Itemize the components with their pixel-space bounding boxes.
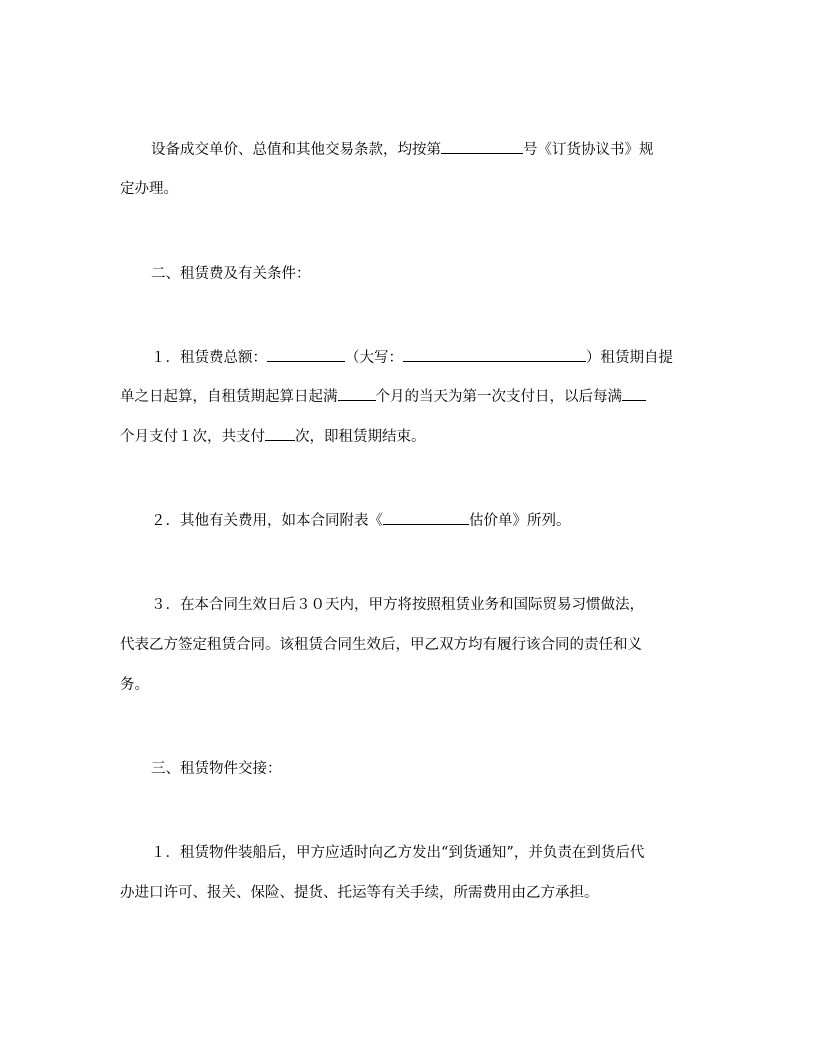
paragraph-line: [120, 348, 731, 368]
rent-total-blank: [267, 348, 345, 362]
text-run: 办进口许可、报关、保险、提货、托运等有关手续，所需费用由乙方承担。: [120, 885, 599, 901]
text-run: 定办理。: [120, 181, 178, 197]
paragraph-line: [120, 511, 731, 531]
paragraph-line: [120, 140, 731, 160]
text-run: 号《订货协议书》规: [523, 142, 654, 158]
text-run: 设备成交单价、总值和其他交易条款，均按第: [151, 142, 441, 158]
section-heading: [120, 759, 731, 779]
text-run: 务。: [120, 677, 149, 693]
months-blank: [338, 387, 376, 401]
order-number-blank: [441, 140, 523, 154]
text-run: 估价单》所列。: [469, 513, 571, 529]
heading-text: 二、租赁费及有关条件：: [151, 266, 311, 282]
estimate-name-blank: [383, 511, 469, 525]
text-run: 单之日起算，自租赁期起算日起满: [120, 389, 338, 405]
text-run: 代表乙方签定租赁合同。该租赁合同生效后，甲乙双方均有履行该合同的责任和义: [120, 637, 642, 653]
paragraph-line: [120, 387, 700, 407]
text-run: １．租赁费总额：: [151, 350, 267, 366]
text-run: （大写：: [345, 350, 403, 366]
text-run: 次，即租赁期结束。: [295, 429, 426, 445]
rent-total-words-blank: [403, 348, 586, 362]
text-run: ３．在本合同生效日后３０天内，甲方将按照租赁业务和国际贸易习惯做法，: [151, 597, 644, 613]
text-run: 个月的当天为第一次支付日，以后每满: [375, 389, 622, 405]
payments-count-blank: [265, 427, 295, 441]
text-run: 个月支付１次，共支付: [120, 429, 265, 445]
paragraph-line: [120, 427, 700, 447]
text-run: １．租赁物件装船后，甲方应适时向乙方发出“到货通知”，并负责在到货后代: [151, 845, 645, 861]
paragraph-line: [120, 843, 731, 863]
paragraph-line: [120, 883, 700, 903]
section-heading: [120, 264, 731, 284]
paragraph-line: [120, 595, 731, 615]
interval-blank: [622, 387, 646, 401]
paragraph-line: [120, 179, 700, 199]
text-run: ２．其他有关费用，如本合同附表《: [151, 513, 383, 529]
paragraph-line: [120, 635, 700, 655]
heading-text: 三、租赁物件交接：: [151, 761, 282, 777]
text-run: ）租赁期自提: [586, 350, 673, 366]
paragraph-line: [120, 675, 700, 695]
